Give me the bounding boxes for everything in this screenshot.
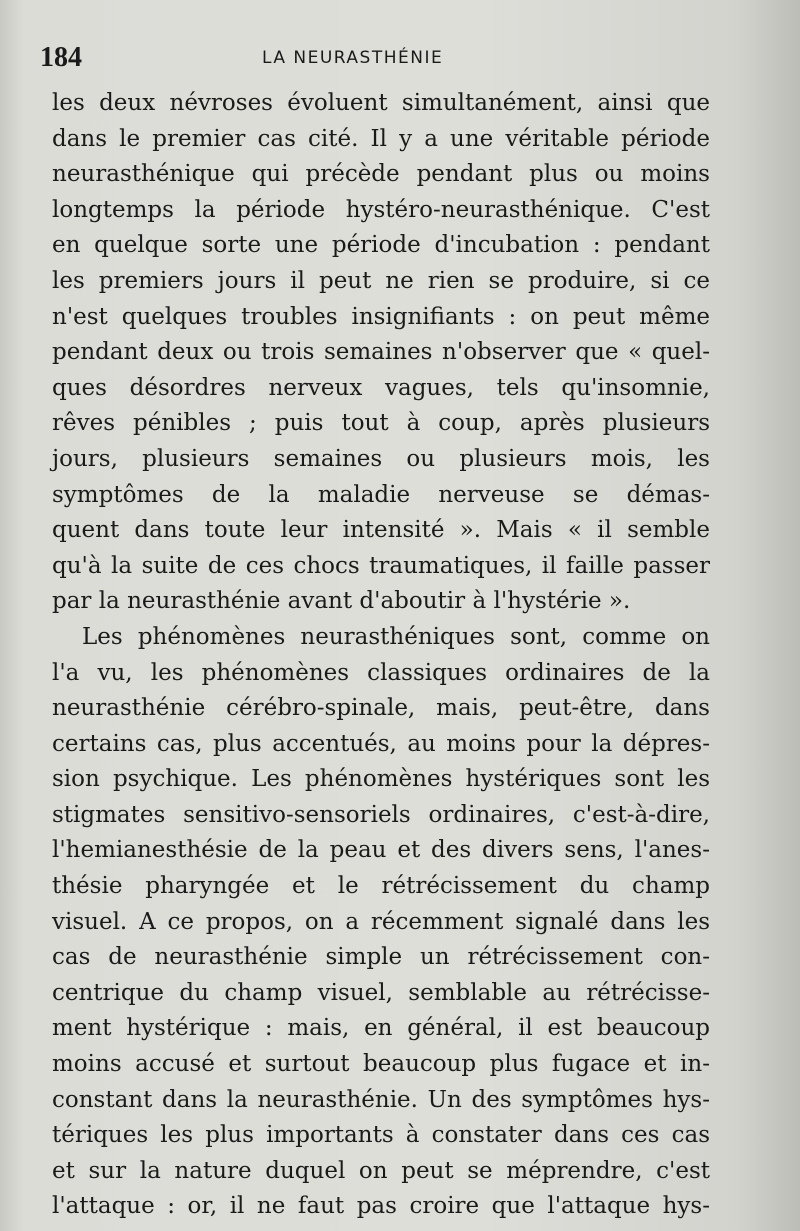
- text-line: l'hemianesthésie de la peau et des divers sens, l'anes-: [52, 837, 710, 864]
- paragraph-2: [52, 620, 710, 1225]
- text-line: les deux névroses évoluent simultanément, ainsi que: [52, 90, 710, 116]
- text-line: moins accusé et surtout beaucoup plus fugace et in-: [52, 1051, 710, 1078]
- text-line: constant dans la neurasthénie. Un des symptômes hys-: [52, 1086, 710, 1113]
- running-title: LA NEURASTHÉNIE: [262, 48, 444, 68]
- text-line: l'a vu, les phénomènes classiques ordinaires de la: [52, 659, 710, 686]
- text-line: en quelque sorte une période d'incubation : pendant: [52, 232, 710, 259]
- text-line: symptômes de la maladie nerveuse se démas-: [52, 481, 710, 508]
- text-line: stigmates sensitivo-sensoriels ordinaires, c'est-à-dire,: [52, 801, 710, 828]
- text-line: n'est quelques troubles insignifiants : on peut même: [52, 303, 710, 330]
- text-line: neurasthénie cérébro-spinale, mais, peut-être, dans: [52, 695, 710, 722]
- text-line: tériques les plus importants à constater dans ces cas: [52, 1122, 710, 1149]
- text-line: Les phénomènes neurasthéniques sont, comme on: [82, 623, 710, 650]
- text-line: l'attaque : or, il ne faut pas croire que l'attaque hys-: [52, 1193, 710, 1220]
- text-line: certains cas, plus accentués, au moins pour la dépres-: [52, 730, 710, 757]
- text-line: qu'à la suite de ces chocs traumatiques, il faille passer: [52, 552, 710, 579]
- text-line: visuel. A ce propos, on a récemment signalé dans les: [52, 908, 710, 935]
- text-line: ques désordres nerveux vagues, tels qu'insomnie,: [52, 374, 710, 401]
- text-line: cas de neurasthénie simple un rétrécissement con-: [52, 944, 710, 971]
- text-line: par la neurasthénie avant d'aboutir à l'hystérie ».: [52, 588, 631, 615]
- text-line: pendant deux ou trois semaines n'observer que « quel-: [52, 339, 710, 366]
- text-line: rêves pénibles ; puis tout à coup, après plusieurs: [52, 410, 710, 437]
- text-line: sion psychique. Les phénomènes hystériques sont les: [52, 766, 710, 793]
- text-line: quent dans toute leur intensité ». Mais « il semble: [52, 517, 710, 544]
- body-text: [52, 86, 710, 1225]
- text-line: neurasthénique qui précède pendant plus ou moins: [52, 161, 710, 188]
- text-line: ment hystérique : mais, en général, il est beaucoup: [52, 1015, 710, 1042]
- text-line: thésie pharyngée et le rétrécissement du champ: [52, 873, 710, 900]
- page-header: [40, 40, 720, 76]
- paragraph-1: [52, 86, 710, 620]
- text-line: jours, plusieurs semaines ou plusieurs mois, les: [52, 445, 710, 472]
- text-line: les premiers jours il peut ne rien se produire, si ce: [52, 267, 710, 294]
- page-number: 184: [40, 42, 82, 73]
- text-line: et sur la nature duquel on peut se méprendre, c'est: [52, 1157, 710, 1184]
- text-line: centrique du champ visuel, semblable au rétrécisse-: [52, 979, 710, 1006]
- text-line: longtemps la période hystéro-neurasthénique. C'est: [52, 196, 710, 223]
- text-line: dans le premier cas cité. Il y a une véritable période: [52, 125, 710, 152]
